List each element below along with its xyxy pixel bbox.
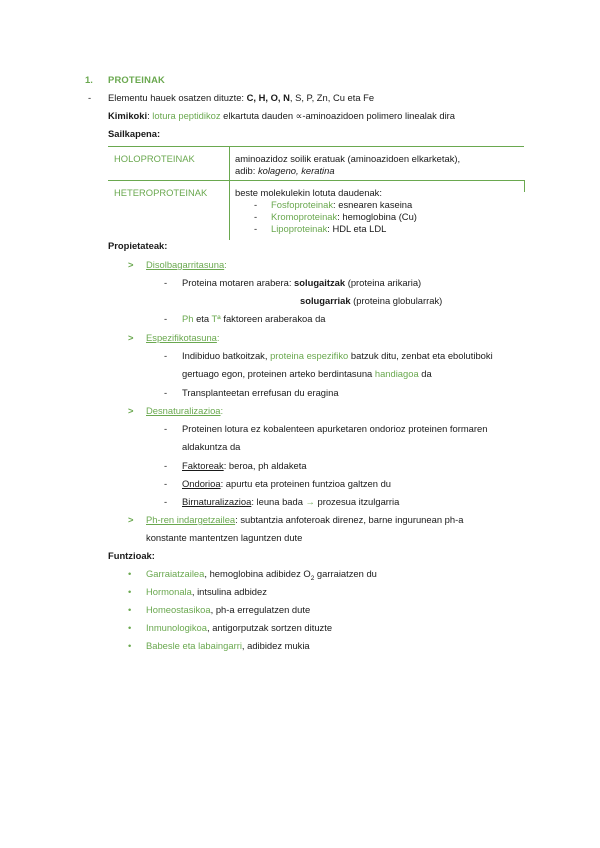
- desnaturalizazioa-heading: Desnaturalizazioa:: [146, 405, 224, 416]
- propietateak-heading: Propietateak:: [108, 240, 168, 251]
- desnat-definition-line-1: Proteinen lotura ez kobalenteen apurketaren ondorioz proteinen formaren: [182, 423, 488, 434]
- arrow-bullet-icon: >: [128, 514, 134, 525]
- heteroproteinak-cell: HETEROPROTEINAK: [114, 187, 208, 198]
- faktoreak-line: Faktoreak: beroa, ph aldaketa: [182, 460, 307, 471]
- funtzioak-heading: Funtzioak:: [108, 550, 155, 561]
- heteroproteinak-desc: beste molekulekin lotuta daudenak:: [235, 187, 382, 198]
- disolbagarritasuna-heading: Disolbagarritasuna:: [146, 259, 227, 270]
- list-marker: -: [254, 223, 258, 234]
- ondorioa-line: Ondorioa: apurtu eta proteinen funtzioa galtzen du: [182, 478, 392, 489]
- elements-line: Elementu hauek osatzen dituzte: C, H, O, N, S, P, Zn, Cu eta Fe: [108, 92, 375, 103]
- holoproteinak-desc: aminoazidoz soilik eratuak (aminoazidoen elkarketak),: [235, 153, 461, 164]
- table-border-right-tick: [524, 180, 525, 192]
- list-marker: -: [88, 92, 92, 103]
- ph-indargetzailea-line-2: konstante mantentzen laguntzen dute: [146, 532, 303, 543]
- bullet-icon: •: [128, 568, 132, 579]
- classification-table: [108, 146, 526, 240]
- espezifiko-line-1: Indibiduo batkoitzak, proteina espezifiko batzuk ditu, zenbat eta ebolutiboki: [182, 350, 493, 361]
- list-marker: -: [254, 199, 258, 210]
- list-marker: -: [254, 211, 258, 222]
- list-marker: -: [164, 478, 168, 489]
- ph-indargetzailea-line-1: Ph-ren indargetzailea: subtantzia anfoteroak direnez, barne ingurunean ph-a: [146, 514, 464, 525]
- ph-temperature-line: Ph eta Tª faktoreen araberakoa da: [182, 313, 326, 324]
- list-marker: -: [164, 350, 168, 361]
- section-number: 1.: [85, 74, 93, 85]
- fosfoproteinak-item: Fosfoproteinak: esnearen kaseina: [271, 199, 413, 210]
- desnat-definition-line-2: aldakuntza da: [182, 441, 241, 452]
- funtzioa-hormonala: Hormonala, intsulina adbidez: [146, 586, 267, 597]
- table-divider: [229, 146, 230, 240]
- bullet-icon: •: [128, 622, 132, 633]
- espezifiko-line-2: gertuago egon, proteinen arteko berdintasuna handiagoa da: [182, 368, 432, 379]
- list-marker: -: [164, 460, 168, 471]
- funtzioa-homeostasikoa: Homeostasikoa, ph-a erregulatzen dute: [146, 604, 311, 615]
- bullet-icon: •: [128, 640, 132, 651]
- arrow-bullet-icon: >: [128, 332, 134, 343]
- solugaitzak-line: Proteina motaren arabera: solugaitzak (proteina arikaria): [182, 277, 422, 288]
- sailkapena-heading: Sailkapena:: [108, 128, 161, 139]
- birnaturalizazioa-line: Birnaturalizazioa: leuna bada → prozesua itzulgarria: [182, 496, 400, 507]
- list-marker: -: [164, 277, 168, 288]
- lipoproteinak-item: Lipoproteinak: HDL eta LDL: [271, 223, 387, 234]
- funtzioa-inmunologikoa: Inmunologikoa, antigorputzak sortzen dituzte: [146, 622, 333, 633]
- section-title: PROTEINAK: [108, 74, 166, 85]
- arrow-bullet-icon: >: [128, 405, 134, 416]
- bullet-icon: •: [128, 586, 132, 597]
- table-border-middle: [108, 180, 524, 181]
- espezifikotasuna-heading: Espezifikotasuna:: [146, 332, 220, 343]
- right-arrow-icon: →: [305, 496, 315, 507]
- funtzioa-garraiatzailea: Garraiatzailea, hemoglobina adibidez $O_2$ garraiatzen du: [146, 568, 377, 582]
- holoproteinak-cell: HOLOPROTEINAK: [114, 153, 195, 164]
- transplante-line: Transplanteetan errefusan du eragina: [182, 387, 339, 398]
- arrow-bullet-icon: >: [128, 259, 134, 270]
- kimikoki-line: Kimikoki: lotura peptidikoz elkartuta dauden ∝-aminoazidoen polimero linealak dira: [108, 110, 456, 121]
- list-marker: -: [164, 423, 168, 434]
- solugarriak-line: solugarriak (proteina globularrak): [300, 295, 443, 306]
- list-marker: -: [164, 496, 168, 507]
- holoproteinak-example: adib: kolageno, keratina: [235, 165, 335, 176]
- list-marker: -: [164, 313, 168, 324]
- bullet-icon: •: [128, 604, 132, 615]
- kromoproteinak-item: Kromoproteinak: hemoglobina (Cu): [271, 211, 417, 222]
- table-border-top: [108, 146, 524, 147]
- funtzioa-babesle: Babesle eta labaingarri, adibidez mukia: [146, 640, 310, 651]
- list-marker: -: [164, 387, 168, 398]
